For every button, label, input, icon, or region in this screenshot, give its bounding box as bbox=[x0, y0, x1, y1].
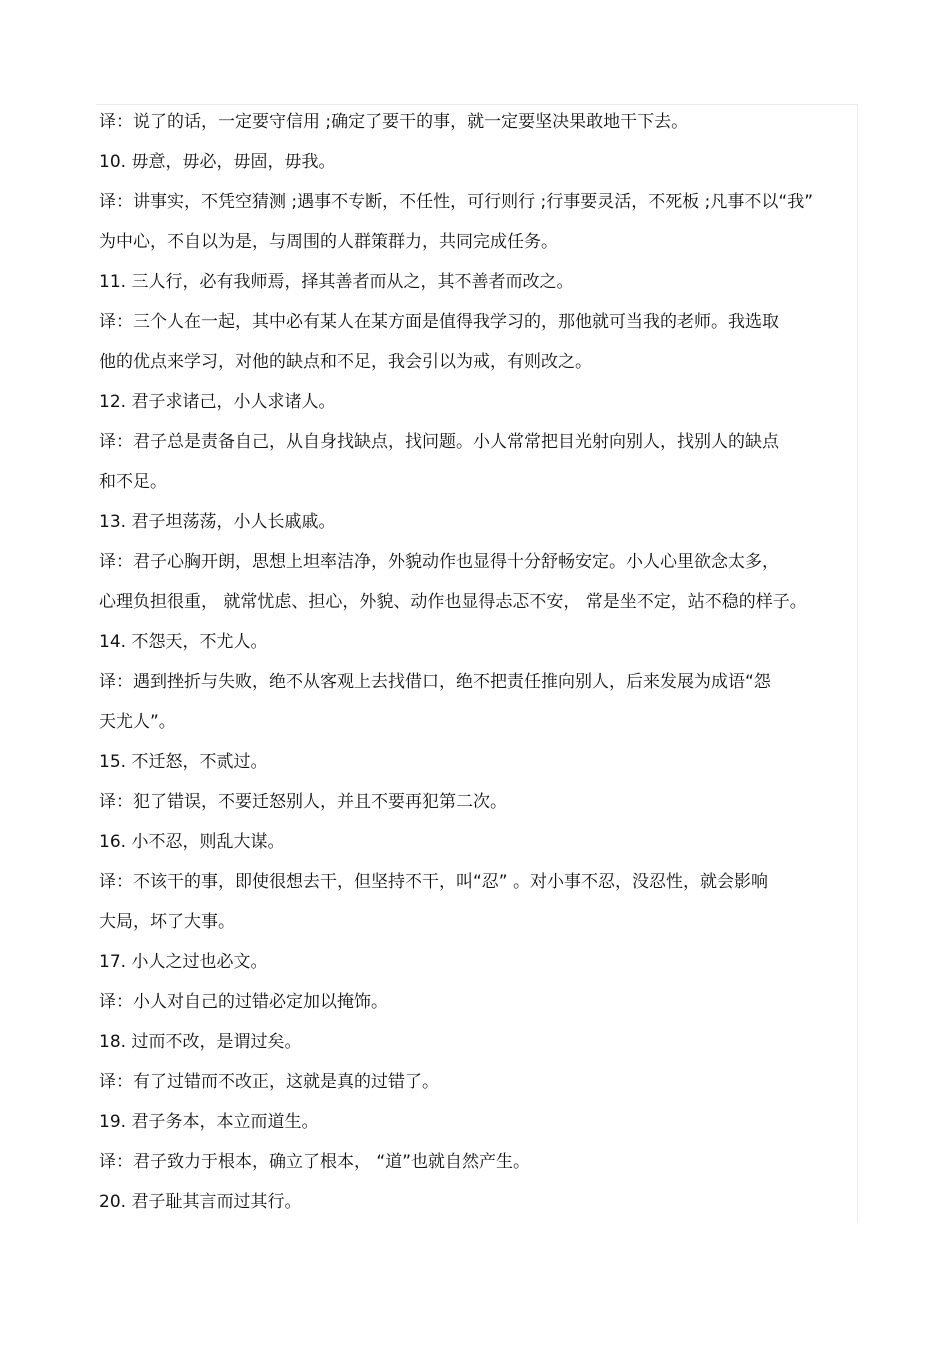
text-line: 译：遇到挫折与失败，绝不从客观上去找借口，绝不把责任推向别人，后来发展为成语“怨 bbox=[99, 672, 771, 692]
text-line: 16. 小不忍，则乱大谋。 bbox=[99, 832, 285, 852]
text-line: 译：君子心胸开朗，思想上坦率洁净，外貌动作也显得十分舒畅安定。小人心里欲念太多， bbox=[99, 552, 779, 572]
text-line: 14. 不怨天，不尤人。 bbox=[99, 632, 268, 652]
text-line: 译：小人对自己的过错必定加以掩饰。 bbox=[99, 992, 388, 1012]
text-line: 大局，坏了大事。 bbox=[99, 912, 235, 932]
text-line: 心理负担很重， 就常忧虑、担心，外貌、动作也显得忐忑不安， 常是坐不定，站不稳的样子。 bbox=[99, 592, 807, 612]
text-line: 为中心，不自以为是，与周围的人群策群力，共同完成任务。 bbox=[99, 232, 558, 252]
document-body bbox=[99, 112, 854, 1212]
text-line: 译：君子总是责备自己，从自身找缺点，找问题。小人常常把目光射向别人，找别人的缺点 bbox=[99, 432, 779, 452]
text-line: 译：三个人在一起，其中必有某人在某方面是值得我学习的，那他就可当我的老师。我选取 bbox=[99, 312, 779, 332]
text-line: 12. 君子求诸己，小人求诸人。 bbox=[99, 392, 336, 412]
text-line: 译：犯了错误，不要迁怒别人，并且不要再犯第二次。 bbox=[99, 792, 507, 812]
text-line: 15. 不迁怒，不贰过。 bbox=[99, 752, 268, 772]
text-line: 10. 毋意，毋必，毋固，毋我。 bbox=[99, 152, 336, 172]
text-line: 译：君子致力于根本，确立了根本， “道”也就自然产生。 bbox=[99, 1152, 531, 1172]
text-line: 译：不该干的事，即使很想去干，但坚持不干，叫“忍” 。对小事不忍，没忍性，就会影响 bbox=[99, 872, 769, 892]
text-line: 17. 小人之过也必文。 bbox=[99, 952, 268, 972]
text-line: 他的优点来学习，对他的缺点和不足，我会引以为戒，有则改之。 bbox=[99, 352, 592, 372]
text-line: 和不足。 bbox=[99, 472, 167, 492]
text-line: 11. 三人行，必有我师焉，择其善者而从之，其不善者而改之。 bbox=[99, 272, 574, 292]
text-line: 19. 君子务本，本立而道生。 bbox=[99, 1112, 319, 1132]
text-line: 译：有了过错而不改正，这就是真的过错了。 bbox=[99, 1072, 439, 1092]
text-line: 天尤人”。 bbox=[99, 712, 176, 732]
text-line: 18. 过而不改，是谓过矣。 bbox=[99, 1032, 302, 1052]
text-line: 译：说了的话，一定要守信用 ;确定了要干的事，就一定要坚决果敢地干下去。 bbox=[99, 112, 689, 132]
text-line: 20. 君子耻其言而过其行。 bbox=[99, 1192, 302, 1212]
text-line: 译：讲事实，不凭空猜测 ;遇事不专断，不任性，可行则行 ;行事要灵活，不死板 ;凡事不以“我” bbox=[99, 192, 814, 212]
text-line: 13. 君子坦荡荡，小人长戚戚。 bbox=[99, 512, 336, 532]
